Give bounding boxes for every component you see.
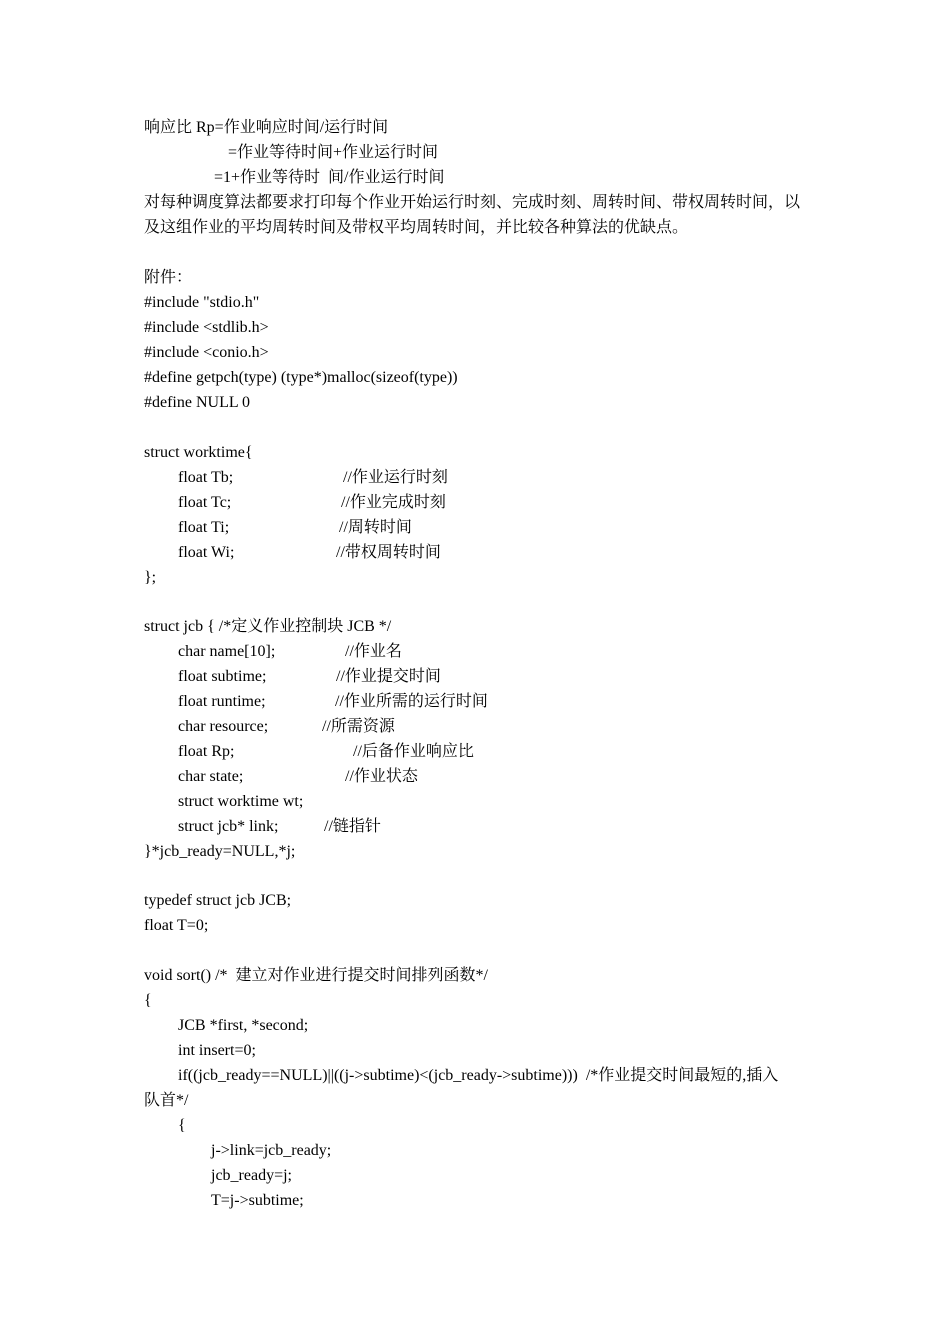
sort-if-wrap: 队首*/ [144, 1092, 189, 1109]
header-line: #include <conio.h> [144, 344, 269, 361]
formula-line-2: =作业等待时间+作业运行时间 [228, 144, 439, 161]
jcb-field-comment: //链指针 [324, 818, 381, 835]
jcb-field-comment: //作业名 [345, 643, 402, 660]
jcb-field-comment: //作业所需的运行时间 [335, 693, 488, 710]
jcb-field-code: char state; [178, 768, 244, 785]
worktime-field-code: float Tc; [178, 494, 232, 511]
attachment-label: 附件： [144, 269, 193, 286]
worktime-field-code: float Tb; [178, 469, 234, 486]
sort-signature: void sort() /* 建立对作业进行提交时间排列函数*/ [144, 967, 488, 984]
formula-line-1: 响应比 Rp=作业响应时间/运行时间 [144, 119, 389, 136]
header-line: #include "stdio.h" [144, 294, 260, 311]
jcb-field-comment: //作业提交时间 [336, 668, 441, 685]
jcb-field-code: float Rp; [178, 743, 235, 760]
header-line: #define NULL 0 [144, 394, 251, 411]
worktime-field-comment: //带权周转时间 [336, 544, 441, 561]
jcb-field-comment: //后备作业响应比 [353, 743, 474, 760]
worktime-field-comment: //作业完成时刻 [341, 494, 446, 511]
sort-body-line: T=j->subtime; [211, 1192, 304, 1209]
header-line: #include <stdlib.h> [144, 319, 269, 336]
worktime-field-comment: //作业运行时刻 [343, 469, 448, 486]
worktime-field-code: float Wi; [178, 544, 235, 561]
jcb-struct-open: struct jcb { /*定义作业控制块 JCB */ [144, 618, 392, 635]
jcb-field-code: char resource; [178, 718, 269, 735]
formula-line-3: =1+作业等待时 间/作业运行时间 [214, 169, 445, 186]
jcb-field-code: struct worktime wt; [178, 793, 304, 810]
jcb-field-code: char name[10]; [178, 643, 276, 660]
sort-decl: int insert=0; [178, 1042, 256, 1059]
sort-if-line: if((jcb_ready==NULL)||((j->subtime)<(jcb_ready->subtime))) /*作业提交时间最短的,插入 [178, 1067, 779, 1084]
sort-body-line: jcb_ready=j; [211, 1167, 292, 1184]
worktime-field-comment: //周转时间 [339, 519, 412, 536]
jcb-field-code: float runtime; [178, 693, 266, 710]
jcb-struct-close: }*jcb_ready=NULL,*j; [144, 843, 296, 860]
sort-open-brace: { [144, 992, 152, 1009]
jcb-field-comment: //所需资源 [322, 718, 395, 735]
worktime-struct-close: }; [144, 569, 157, 586]
sort-inner-open: { [178, 1117, 186, 1134]
global-var-line: float T=0; [144, 917, 209, 934]
worktime-struct-open: struct worktime{ [144, 444, 253, 461]
requirement-paragraph: 对每种调度算法都要求打印每个作业开始运行时刻、完成时刻、周转时间、带权周转时间，以及这组作业的平均周转时间及带权平均周转时间，并比较各种算法的优缺点。 [144, 194, 801, 236]
typedef-line: typedef struct jcb JCB; [144, 892, 292, 909]
worktime-field-code: float Ti; [178, 519, 230, 536]
sort-decl: JCB *first, *second; [178, 1017, 309, 1034]
header-line: #define getpch(type) (type*)malloc(sizeof(type)) [144, 369, 458, 386]
sort-body-line: j->link=jcb_ready; [211, 1142, 332, 1159]
jcb-field-comment: //作业状态 [345, 768, 418, 785]
jcb-field-code: struct jcb* link; [178, 818, 279, 835]
jcb-field-code: float subtime; [178, 668, 267, 685]
